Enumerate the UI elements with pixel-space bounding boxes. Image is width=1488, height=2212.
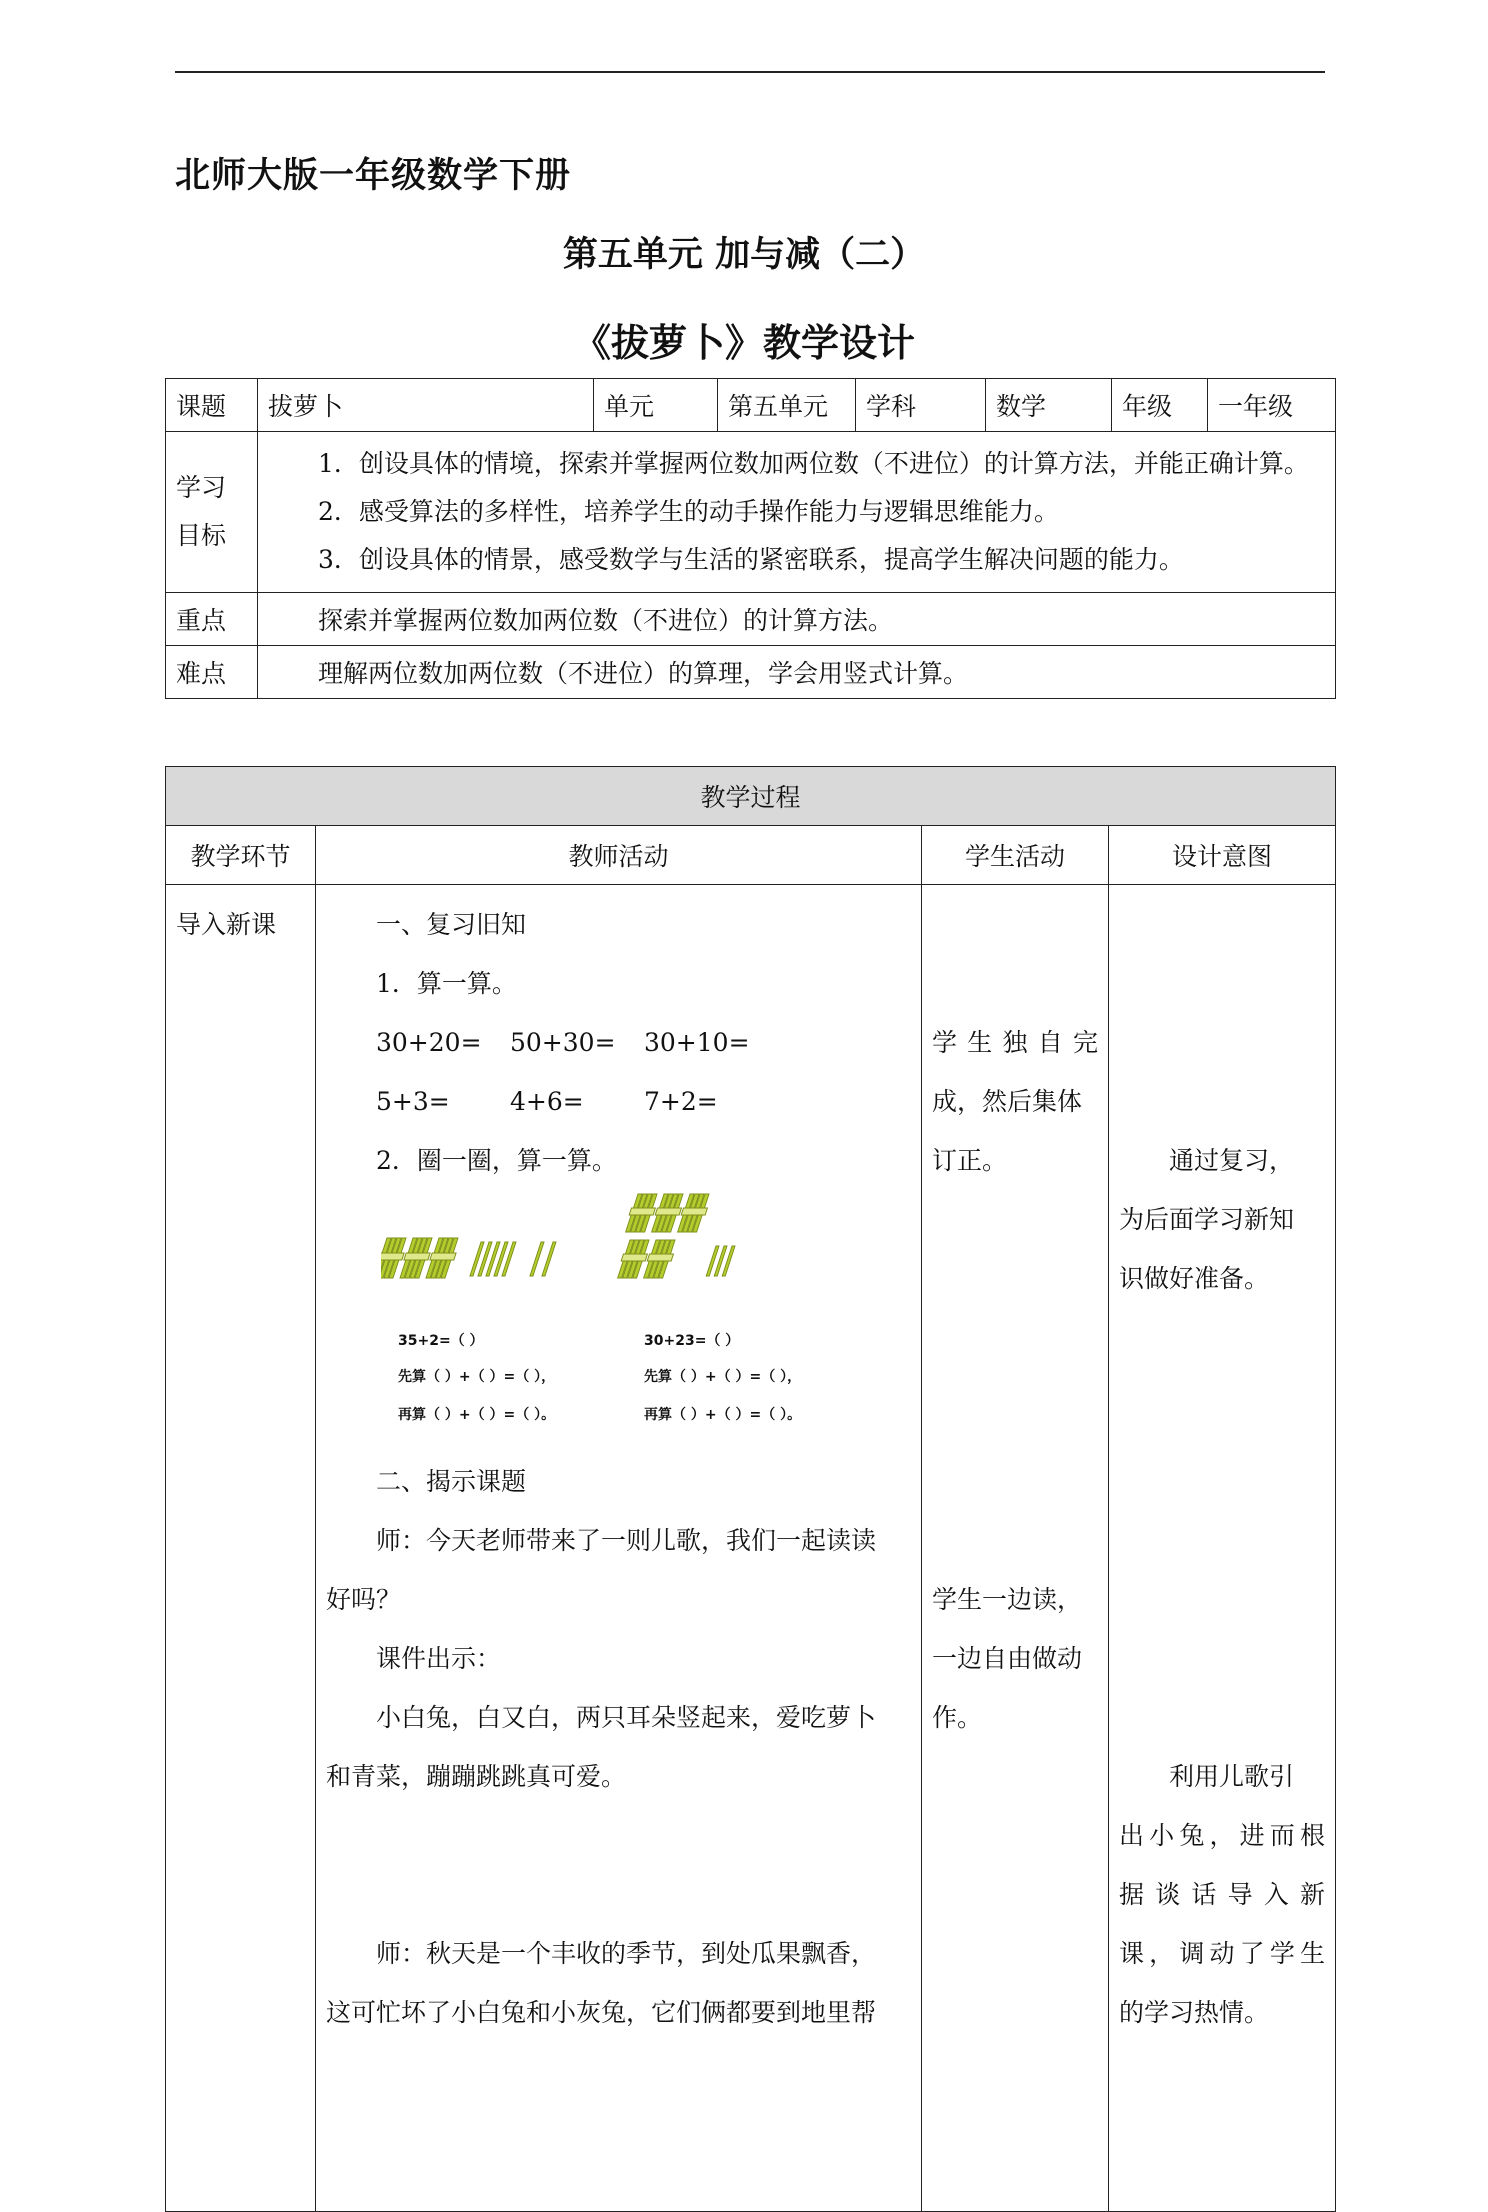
column-header: 教学环节 [166, 826, 316, 885]
figure-step: 再算（ ）+（ ）=（ ）。 [398, 1407, 556, 1423]
course-label: 课题 [166, 379, 258, 432]
lesson-title: 《拔萝卜》教学设计 [572, 321, 915, 365]
process-title: 教学过程 [166, 767, 1336, 826]
objective-item: 3．创设具体的情景，感受数学与生活的紧密联系，提高学生解决问题的能力。 [318, 545, 1184, 574]
sticks-right-icon [616, 1190, 756, 1290]
intent-line: 的学习热情。 [1119, 1998, 1270, 2027]
section-heading: 二、揭示课题 [376, 1467, 527, 1496]
figure-step: 先算（ ）+（ ）=（ ）， [644, 1369, 802, 1385]
exercise-title: 1．算一算。 [376, 969, 517, 998]
objectives-list [258, 432, 1336, 593]
paragraph-line: 好吗？ [326, 1585, 402, 1614]
figure-step: 先算（ ）+（ ）=（ ）， [398, 1369, 556, 1385]
intent-line: 据谈话导入新 [1119, 1880, 1326, 1909]
exercise-title: 2．圈一圈，算一算。 [376, 1146, 617, 1175]
student-line: 学生独自完 [932, 1028, 1098, 1057]
difficulty-label: 难点 [166, 646, 258, 699]
column-header: 设计意图 [1109, 826, 1336, 885]
figure-equation: 30+23=（ ） [644, 1333, 740, 1349]
figure-equation: 35+2=（ ） [398, 1333, 484, 1349]
intent-line: 出小兔，进而根 [1119, 1821, 1326, 1850]
intent-line: 通过复习， [1169, 1146, 1295, 1175]
subject-label: 学科 [856, 379, 986, 432]
grade-value: 一年级 [1208, 379, 1336, 432]
objective-item: 2．感受算法的多样性，培养学生的动手操作能力与逻辑思维能力。 [318, 497, 1059, 526]
intent-line: 课，调动了学生 [1119, 1939, 1326, 1968]
blank-line [326, 1806, 911, 1865]
paragraph-line: 课件出示： [376, 1644, 502, 1673]
intent-line: 识做好准备。 [1119, 1264, 1270, 1293]
student-line: 成，然后集体 [932, 1087, 1083, 1116]
process-table [165, 766, 1336, 2212]
counting-sticks-figure [326, 1190, 911, 1452]
paragraph-line: 师：今天老师带来了一则儿歌，我们一起读读 [376, 1526, 877, 1555]
objectives-label: 学习 目标 [166, 432, 258, 593]
info-table [165, 378, 1336, 699]
stage-name: 导入新课 [176, 910, 277, 939]
student-line: 一边自由做动 [932, 1644, 1083, 1673]
column-header: 教师活动 [316, 826, 922, 885]
student-line: 作。 [932, 1703, 983, 1732]
grade-label: 年级 [1112, 379, 1208, 432]
column-header: 学生活动 [922, 826, 1109, 885]
sticks-left-icon [381, 1230, 581, 1300]
unit-title: 第五单元 加与减（二） [562, 235, 926, 275]
figure-step: 再算（ ）+（ ）=（ ）。 [644, 1407, 802, 1423]
student-line: 学生一边读， [932, 1585, 1083, 1614]
student-line: 订正。 [932, 1146, 1008, 1175]
teacher-activity [316, 885, 922, 2212]
book-title: 北师大版一年级数学下册 [175, 156, 572, 196]
stage-cell [166, 885, 316, 2212]
subject-value: 数学 [986, 379, 1112, 432]
paragraph-line: 师：秋天是一个丰收的季节，到处瓜果飘香， [376, 1939, 877, 1968]
difficulty-point: 理解两位数加两位数（不进位）的算理，学会用竖式计算。 [258, 646, 1336, 699]
intent-line: 利用儿歌引 [1169, 1762, 1295, 1791]
header-rule [175, 71, 1325, 73]
objective-item: 1．创设具体的情境，探索并掌握两位数加两位数（不进位）的计算方法，并能正确计算。 [318, 449, 1309, 478]
equation-row: 5+3= 4+6= 7+2= [376, 1087, 718, 1116]
section-heading: 一、复习旧知 [376, 910, 527, 939]
course-value: 拔萝卜 [258, 379, 594, 432]
student-activity [922, 885, 1109, 2212]
key-label: 重点 [166, 593, 258, 646]
blank-line [326, 1865, 911, 1924]
paragraph-line: 这可忙坏了小白兔和小灰兔，它们俩都要到地里帮 [326, 1998, 877, 2027]
intent-line: 为后面学习新知 [1119, 1205, 1295, 1234]
key-point: 探索并掌握两位数加两位数（不进位）的计算方法。 [258, 593, 1336, 646]
equation-row: 30+20= 50+30= 30+10= [376, 1028, 750, 1057]
unit-value: 第五单元 [718, 379, 856, 432]
design-intent [1109, 885, 1336, 2212]
paragraph-line: 小白兔，白又白，两只耳朵竖起来，爱吃萝卜 [376, 1703, 877, 1732]
paragraph-line: 和青菜，蹦蹦跳跳真可爱。 [326, 1762, 627, 1791]
unit-label: 单元 [594, 379, 718, 432]
